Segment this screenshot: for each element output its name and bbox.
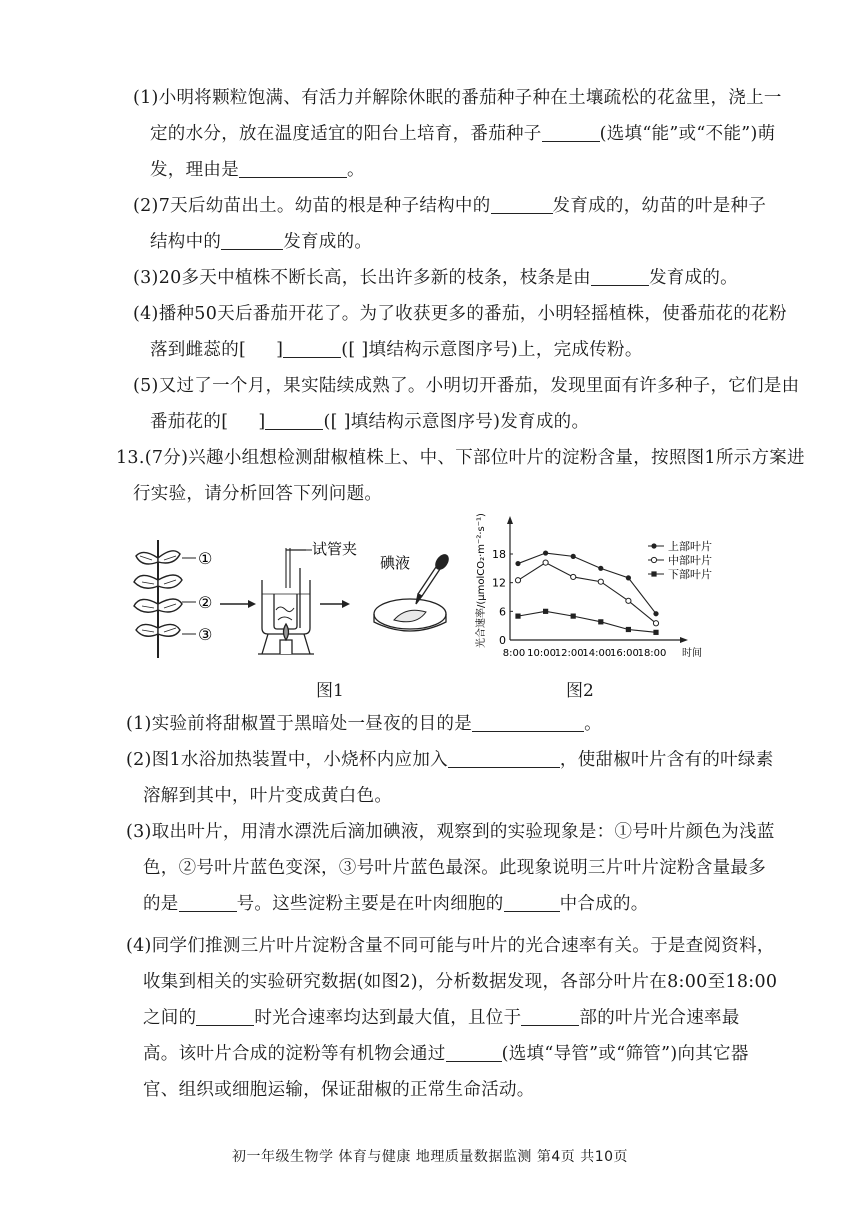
legend-label: 上部叶片: [668, 540, 712, 553]
q12-p1-text-a: 定的水分，放在温度适宜的阳台上培育，番茄种子: [150, 124, 542, 144]
x-tick-label: 18:00: [637, 648, 667, 659]
q13-p2-text-a: (2)图1水浴加热装置中，小烧杯内应加入: [126, 750, 448, 770]
x-axis-arrow: [680, 637, 688, 643]
y-axis-label: 光合速率/(μmolCO₂·m⁻²·s⁻¹): [476, 513, 487, 648]
data-point: [653, 630, 658, 635]
q12-p1-text-c: 发，理由是: [150, 160, 239, 180]
leaf-mark-1: ①: [198, 549, 213, 568]
q13-intro-line2: 行实验，请分析回答下列问题。: [133, 484, 383, 504]
clamp-label: 试管夹: [312, 540, 358, 558]
q13-p4-line1: (4)同学们推测三片叶片淀粉含量不同可能与叶片的光合速率有关。于是查阅资料，: [126, 936, 775, 956]
figure-2-chart: [470, 512, 740, 662]
x-tick-label: 16:00: [609, 648, 639, 659]
x-tick-label: 14:00: [582, 648, 612, 659]
q12-p5-text-c: ([ ]填结构示意图序号)发育成的。: [323, 412, 590, 432]
q13-p3-text-b: 号。这些淀粉主要是在叶肉细胞的: [236, 894, 504, 914]
q12-p5-line2: [150, 410, 589, 434]
q12-p1-text-d: 。: [347, 160, 365, 180]
data-point: [515, 614, 520, 619]
q13-p4-line5: 官、组织或细胞运输，保证甜椒的正常生命活动。: [143, 1080, 535, 1100]
q12-p2-text-c: 结构中的: [150, 232, 222, 252]
q13-p4-text-e: (选填“导管”或“筛管”)向其它器: [501, 1044, 749, 1064]
q12-p2-line2: [150, 230, 372, 254]
dropper-icon: [416, 553, 451, 604]
data-point: [598, 566, 603, 571]
q12-p3-text-b: 发育成的。: [648, 268, 738, 288]
data-point: [543, 550, 548, 555]
answer-blank[interactable]: [491, 195, 553, 214]
pepper-plant-icon: [134, 540, 182, 658]
answer-blank[interactable]: [446, 1043, 502, 1062]
q12-p3-line: [133, 266, 738, 290]
q13-p4-text-b: 时光合速率均达到最大值，且位于: [254, 1008, 522, 1028]
q12-p2-line1: [133, 194, 766, 218]
q13-p2-text-b: ，使甜椒叶片含有的叶绿素: [559, 750, 774, 770]
data-point: [653, 621, 658, 626]
data-point: [626, 627, 631, 632]
q12-p2-text-a: (2)7天后幼苗出土。幼苗的根是种子结构中的: [133, 196, 491, 216]
data-point: [571, 554, 576, 559]
legend-label: 下部叶片: [668, 568, 712, 581]
data-point: [543, 560, 548, 565]
q13-p4-text-d: 高。该叶片合成的淀粉等有机物会通过: [143, 1044, 446, 1064]
data-point: [598, 619, 603, 624]
answer-blank[interactable]: [448, 749, 560, 768]
q12-p2-text-b: 发育成的，幼苗的叶是种子: [552, 196, 767, 216]
q12-p3-text-a: (3)20多天中植株不断长高，长出许多新的枝条，枝条是由: [133, 268, 591, 288]
figure-1-diagram: [128, 528, 468, 668]
q13-p1-text-b: 。: [584, 714, 602, 734]
q13-p1-line: [126, 712, 602, 736]
answer-blank[interactable]: [504, 893, 560, 912]
q12-p4-text-b: ]: [276, 340, 284, 360]
answer-blank[interactable]: [179, 893, 237, 912]
q13-p4-line3: [143, 1006, 740, 1030]
q13-p4-text-c: 部的叶片光合速率最: [579, 1008, 740, 1028]
x-axis-label: 时间: [682, 648, 702, 659]
figure-1-caption: 图1: [316, 681, 344, 701]
data-point: [515, 578, 520, 583]
series-line: [518, 553, 656, 614]
y-tick-label: 12: [492, 576, 506, 590]
answer-blank[interactable]: [239, 159, 347, 178]
arrow-right-icon: [220, 600, 256, 608]
page-footer: 初一年级生物学 体育与健康 地理质量数据监测 第4页 共10页: [231, 1149, 629, 1165]
answer-blank[interactable]: [283, 339, 341, 358]
iodine-label: 碘液: [380, 554, 411, 572]
data-point: [571, 614, 576, 619]
answer-blank[interactable]: [196, 1007, 254, 1026]
q13-p2-line2: 溶解到其中，叶片变成黄白色。: [143, 786, 393, 806]
answer-blank[interactable]: [221, 231, 283, 250]
q12-p1-line3: [150, 158, 365, 182]
data-point: [571, 574, 576, 579]
data-point: [515, 561, 520, 566]
data-point: [543, 609, 548, 614]
water-bath-apparatus-icon: [258, 548, 314, 654]
data-point: [653, 611, 658, 616]
q12-p4-line2: [150, 338, 643, 362]
q13-p3-line2: 色，②号叶片蓝色变深，③号叶片蓝色最深。此现象说明三片叶片淀粉含量最多: [143, 858, 766, 878]
data-point: [651, 571, 656, 576]
q12-p1-line2: [150, 122, 775, 146]
y-tick-label: 18: [492, 548, 506, 561]
q12-p4-text-c: ([ ]填结构示意图序号)上，完成传粉。: [341, 340, 643, 360]
leaf-mark-2: ②: [198, 593, 213, 612]
q13-p4-line2: 收集到相关的实验研究数据(如图2)，分析数据发现，各部分叶片在8:00至18:00: [143, 972, 778, 992]
x-tick-label: 12:00: [554, 648, 584, 659]
q12-p2-text-d: 发育成的。: [283, 232, 373, 252]
q13-p4-text-a: 之间的: [143, 1008, 197, 1028]
answer-blank[interactable]: [542, 123, 600, 142]
legend-label: 中部叶片: [668, 554, 712, 567]
arrow-right-icon: [320, 600, 350, 608]
leaf-mark-3: ③: [198, 625, 213, 644]
data-point: [598, 579, 603, 584]
series-line: [518, 563, 656, 624]
q13-p4-line4: [143, 1042, 749, 1066]
q13-p3-text-c: 中合成的。: [559, 894, 649, 914]
y-axis-arrow: [507, 516, 513, 524]
q12-p1-line1: (1)小明将颗粒饱满、有活力并解除休眠的番茄种子种在土壤疏松的花盆里，浇上一: [133, 88, 782, 108]
answer-blank[interactable]: [472, 713, 584, 732]
q13-p3-text-a: 的是: [143, 894, 179, 914]
series-line: [518, 611, 656, 632]
q12-p4-line1: (4)播种50天后番茄开花了。为了收获更多的番茄，小明轻摇植株，使番茄花的花粉: [133, 304, 787, 324]
data-point: [626, 598, 631, 603]
q13-p3-line1: (3)取出叶片，用清水漂洗后滴加碘液，观察到的实验现象是：①号叶片颜色为浅蓝: [126, 822, 775, 842]
petri-dish-icon: [374, 599, 446, 631]
data-point: [651, 543, 656, 548]
answer-blank[interactable]: [265, 411, 323, 430]
q13-intro-line1: 13.(7分)兴趣小组想检测甜椒植株上、中、下部位叶片的淀粉含量，按照图1所示方案进: [116, 448, 805, 468]
q12-p4-text-a: 落到雌蕊的[: [150, 340, 247, 360]
x-tick-label: 10:00: [527, 648, 557, 659]
answer-blank[interactable]: [521, 1007, 579, 1026]
q12-p1-text-b: (选填“能”或“不能”)萌: [599, 124, 776, 144]
q12-p5-text-a: 番茄花的[: [150, 412, 229, 432]
q13-p1-text-a: (1)实验前将甜椒置于黑暗处一昼夜的目的是: [126, 714, 473, 734]
data-point: [651, 557, 656, 562]
data-point: [626, 575, 631, 580]
y-tick-label: 6: [499, 605, 506, 619]
figure-2-caption: 图2: [566, 681, 594, 701]
q13-p3-line3: [143, 892, 649, 916]
answer-blank[interactable]: [591, 267, 649, 286]
q12-p5-line1: (5)又过了一个月，果实陆续成熟了。小明切开番茄，发现里面有许多种子，它们是由: [133, 376, 800, 396]
y-tick-label: 0: [499, 634, 506, 647]
x-tick-label: 8:00: [502, 648, 526, 659]
q13-p2-line1: [126, 748, 774, 772]
q12-p5-text-b: ]: [258, 412, 266, 432]
